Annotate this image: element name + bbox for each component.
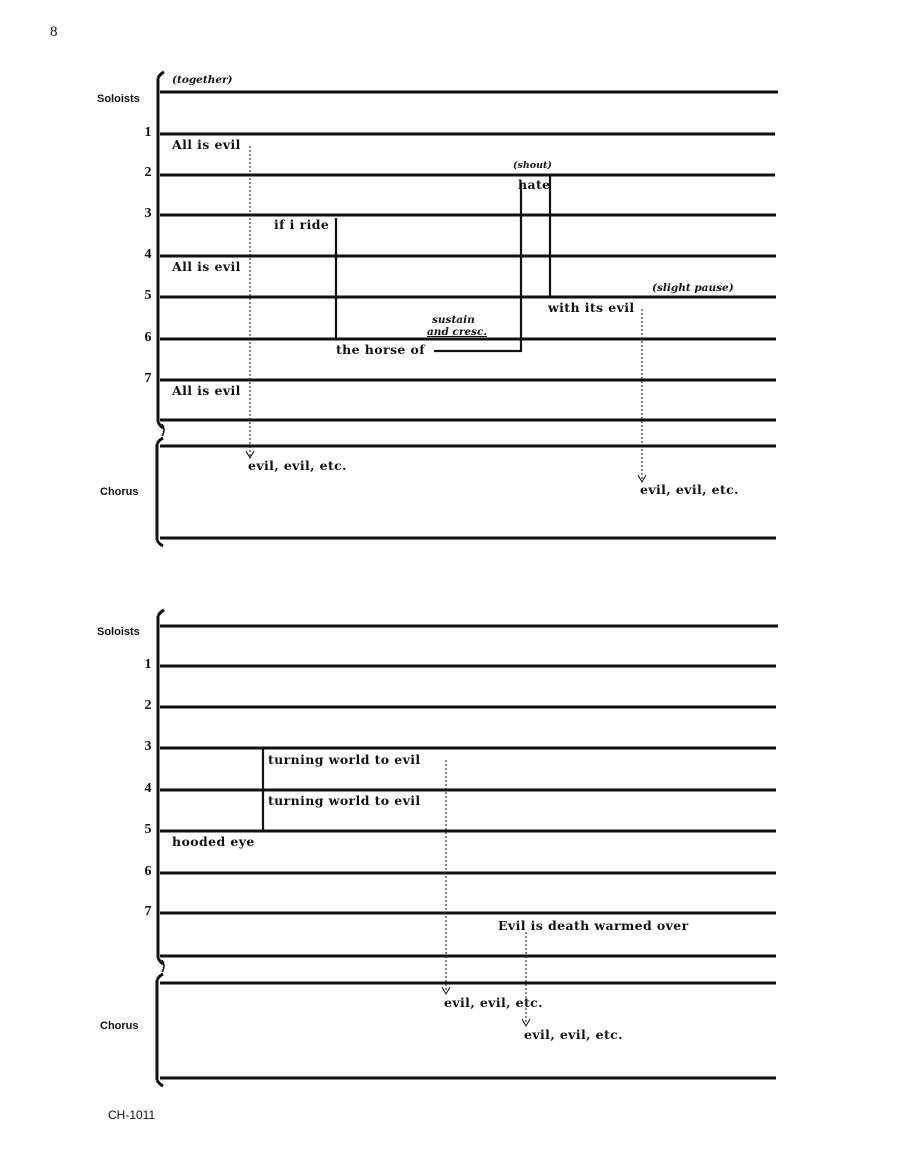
system2-brackets [157,610,164,1086]
voice-number: 7 [144,904,152,919]
page-number: 8 [50,24,58,40]
direction-together: (together) [172,74,233,86]
chorus-label: Chorus [100,1020,139,1032]
direction-slight-pause: (slight pause) [652,282,734,294]
lyric-with-its-evil: with its evil [548,300,635,315]
voice-number: 1 [144,125,152,140]
lyric-voice5: hooded eye [172,834,255,849]
lyric-hate: hate [518,177,551,192]
chorus-entry: evil, evil, etc. [640,482,739,497]
soloists-label: Soloists [97,626,140,638]
chorus-entry: evil, evil, etc. [524,1027,623,1042]
voice-number: 5 [144,822,152,837]
lyric-voice4: All is evil [172,259,241,274]
direction-sustain: sustain [432,314,475,326]
lyric-voice7: Evil is death warmed over [498,918,689,933]
chorus-entry: evil, evil, etc. [444,995,543,1010]
voice-number: 2 [144,165,152,180]
lyric-voice4: turning world to evil [268,793,421,808]
direction-and-cresc: and cresc. [427,326,488,338]
voice-number: 4 [144,247,152,262]
lyric-horse-of: the horse of [336,342,426,357]
voice-number: 1 [144,657,152,672]
lyric-voice1: All is evil [172,137,241,152]
chorus-entry: evil, evil, etc. [248,458,347,473]
voice-number: 7 [144,371,152,386]
voice-number: 5 [144,288,152,303]
system1-brackets [157,72,164,546]
voice-number: 3 [144,739,152,754]
lyric-voice3: turning world to evil [268,752,421,767]
lyric-if-i-ride: if i ride [274,217,330,232]
voice-number: 4 [144,781,152,796]
voice-number: 2 [144,698,152,713]
voice-number: 3 [144,206,152,221]
lyric-voice7: All is evil [172,383,241,398]
voice-number: 6 [144,330,152,345]
soloists-label: Soloists [97,93,140,105]
voice-number: 6 [144,864,152,879]
chorus-label: Chorus [100,486,139,498]
system2-staff-lines [160,626,778,1078]
direction-shout: (shout) [513,160,552,171]
catalog-number: CH-1011 [108,1108,156,1122]
